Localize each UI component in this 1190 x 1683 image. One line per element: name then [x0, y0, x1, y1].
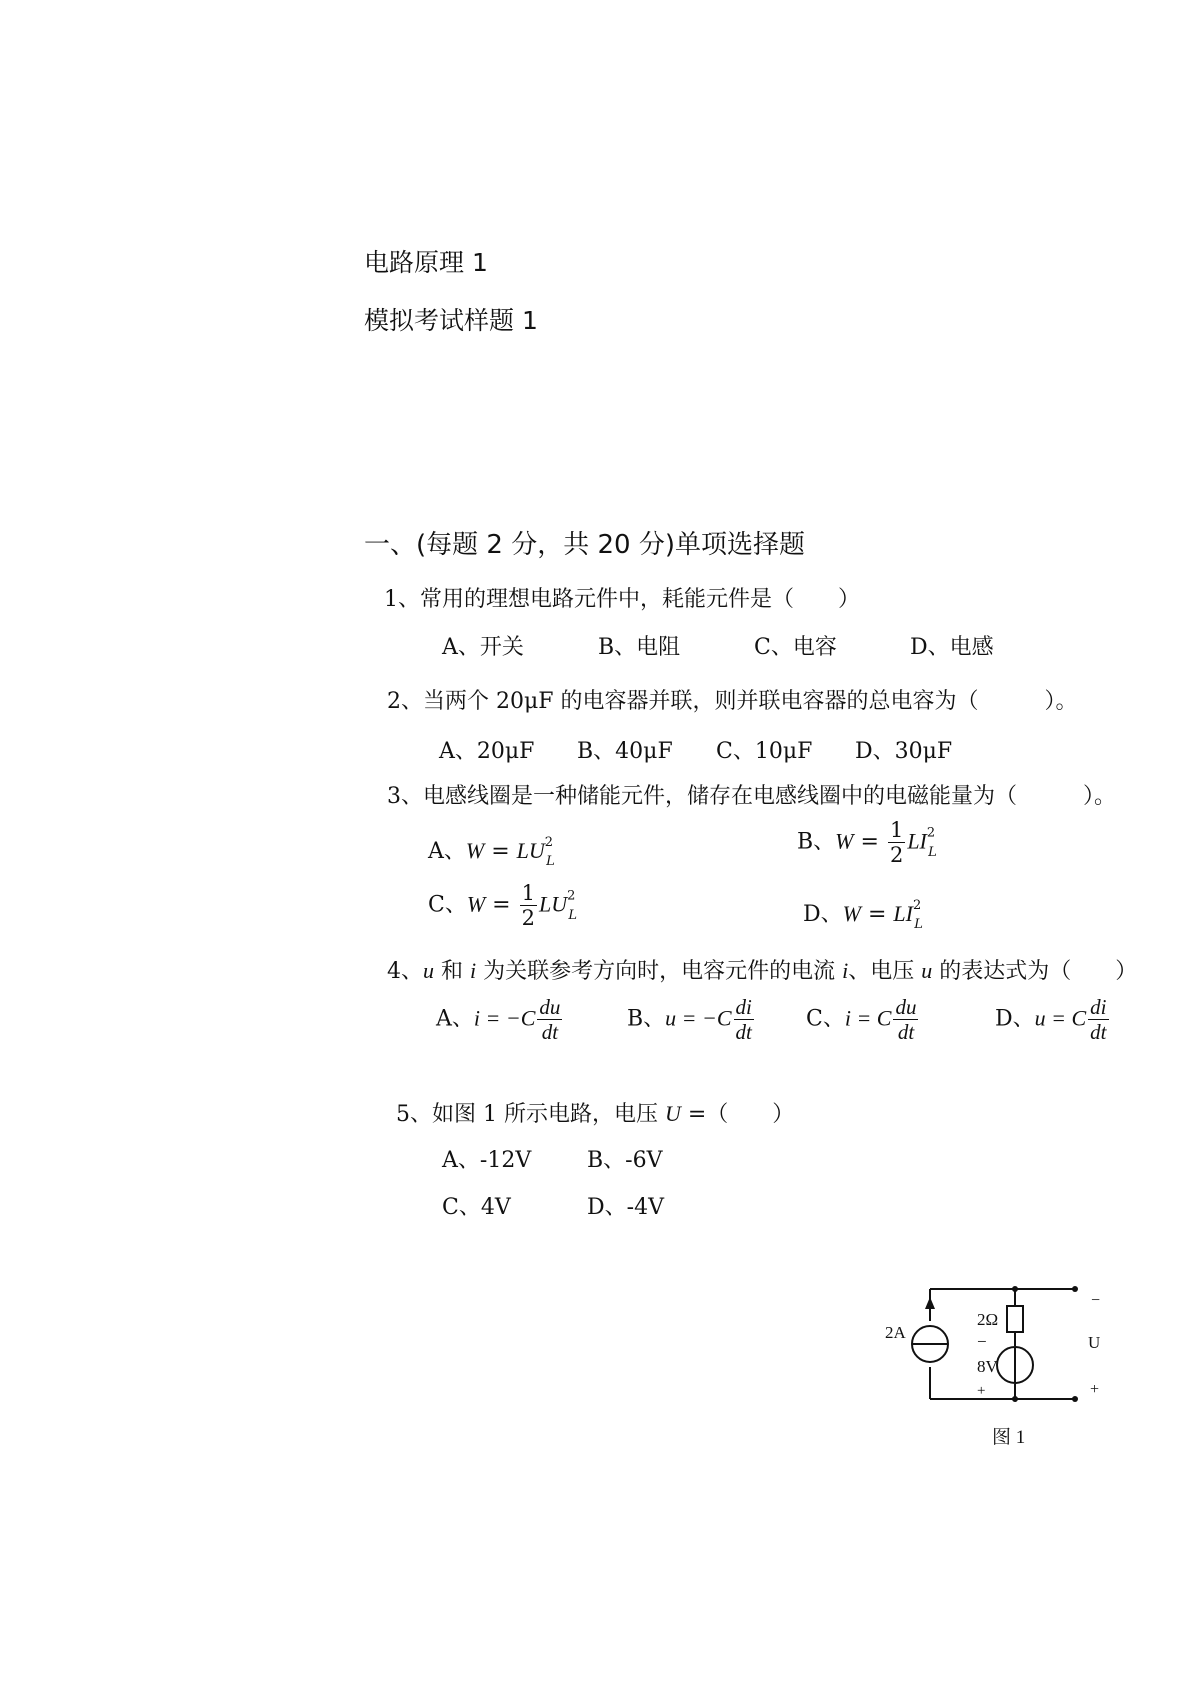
q5-option-a: A、-12V — [442, 1148, 532, 1173]
terminal-top — [1072, 1286, 1078, 1292]
q3-option-d — [803, 897, 923, 932]
option-label: D、 — [803, 902, 843, 927]
formula-fraction: $\frac{1}{2}$ — [889, 818, 904, 868]
voltage-source-symbol — [997, 1347, 1033, 1383]
junction-node — [1012, 1286, 1018, 1292]
formula-superscript: 2 — [544, 835, 554, 850]
u-bottom-sign: + — [1090, 1381, 1100, 1398]
q2-option-c: C、10μF — [716, 739, 813, 764]
formula-equals: = — [492, 892, 511, 918]
voltage-source-bottom-sign: + — [977, 1383, 986, 1399]
formula-lhs: W — [466, 891, 486, 917]
formula-equals: = — [491, 839, 510, 864]
q2-option-d: D、30μF — [855, 739, 953, 764]
current-source-label: 2A — [885, 1323, 906, 1342]
formula-superscript: 2 — [926, 825, 936, 841]
formula-fraction: $\frac{di}{dt}$ — [735, 995, 752, 1045]
formula-body: LI — [907, 828, 927, 854]
formula-lhs: W — [842, 901, 861, 926]
formula-lhs: W — [465, 838, 485, 863]
formula-lhs: W — [835, 828, 854, 854]
junction-node — [1012, 1396, 1018, 1402]
circuit-diagram — [885, 1275, 1115, 1465]
figure-caption: 图 1 — [992, 1427, 1026, 1448]
formula-fraction: $\frac{di}{dt}$ — [1090, 995, 1107, 1045]
q4-option-d: D、u = C $\frac{di}{dt}$ — [995, 995, 1107, 1045]
resistor-symbol — [1007, 1306, 1023, 1332]
q1-option-b: B、电阻 — [598, 635, 681, 660]
current-direction-arrow-icon — [925, 1297, 935, 1309]
formula-body: LU — [516, 838, 545, 863]
circuit-wires — [930, 1289, 1075, 1399]
q1-option-a: A、开关 — [442, 635, 524, 660]
formula-equals: = — [867, 902, 887, 927]
u-label: U — [1088, 1333, 1101, 1352]
q3-option-c — [428, 882, 577, 929]
voltage-source-label: 8V — [977, 1357, 998, 1376]
q5-option-c: C、4V — [442, 1195, 511, 1220]
section-heading: 一、(每题 2 分，共 20 分)单项选择题 — [364, 530, 805, 560]
q3-option-a — [428, 834, 555, 869]
formula-superscript: 2 — [912, 898, 922, 913]
q1-option-d: D、电感 — [910, 635, 994, 660]
formula-fraction: $\frac{du}{dt}$ — [895, 995, 917, 1045]
q4-option-b: B、u = −C $\frac{di}{dt}$ — [627, 995, 752, 1045]
question-4-text: 4、u 和 i 为关联参考方向时，电容元件的电流 i、电压 u 的表达式为（ ） — [387, 958, 1138, 984]
formula-equals: = — [860, 829, 879, 855]
formula-body: LU — [538, 891, 568, 917]
q2-option-b: B、40μF — [577, 739, 673, 764]
q1-option-c: C、电容 — [754, 635, 837, 660]
q5-option-d: D、-4V — [587, 1195, 664, 1220]
formula-fraction: $\frac{du}{dt}$ — [539, 995, 561, 1045]
question-2-text: 2、当两个 20μF 的电容器并联，则并联电容器的总电容为（ ）。 — [387, 689, 1078, 714]
option-label: B、 — [797, 829, 836, 855]
formula-body: LI — [893, 901, 913, 926]
formula-subscript: L — [568, 907, 578, 923]
formula-fraction: $\frac{1}{2}$ — [521, 881, 535, 931]
q2-option-a: A、20μF — [439, 739, 535, 764]
formula-subscript: L — [928, 844, 937, 860]
option-label: C、 — [428, 892, 467, 918]
u-top-sign: − — [1091, 1292, 1101, 1309]
q4-option-a: A、i = −C $\frac{du}{dt}$ — [436, 995, 561, 1045]
terminal-bottom — [1072, 1396, 1078, 1402]
formula-superscript: 2 — [567, 888, 576, 904]
document-title: 电路原理 1 — [364, 248, 488, 277]
q3-option-b — [797, 819, 937, 866]
q5-option-b: B、-6V — [587, 1148, 663, 1173]
question-1-text: 1、常用的理想电路元件中，耗能元件是（ ） — [384, 587, 860, 612]
current-source-symbol — [912, 1326, 948, 1362]
document-subtitle: 模拟考试样题 1 — [364, 306, 538, 335]
option-label: A、 — [428, 839, 466, 864]
voltage-source-top-sign: − — [977, 1332, 987, 1351]
question-3-text: 3、电感线圈是一种储能元件，储存在电感线圈中的电磁能量为（ ）。 — [387, 784, 1116, 809]
q4-option-c: C、i = C $\frac{du}{dt}$ — [806, 995, 917, 1045]
formula-subscript: L — [914, 917, 923, 932]
question-5-text: 5、如图 1 所示电路，电压 U =（ ） — [396, 1101, 795, 1127]
formula-subscript: L — [546, 854, 555, 869]
resistor-label: 2Ω — [977, 1310, 999, 1329]
